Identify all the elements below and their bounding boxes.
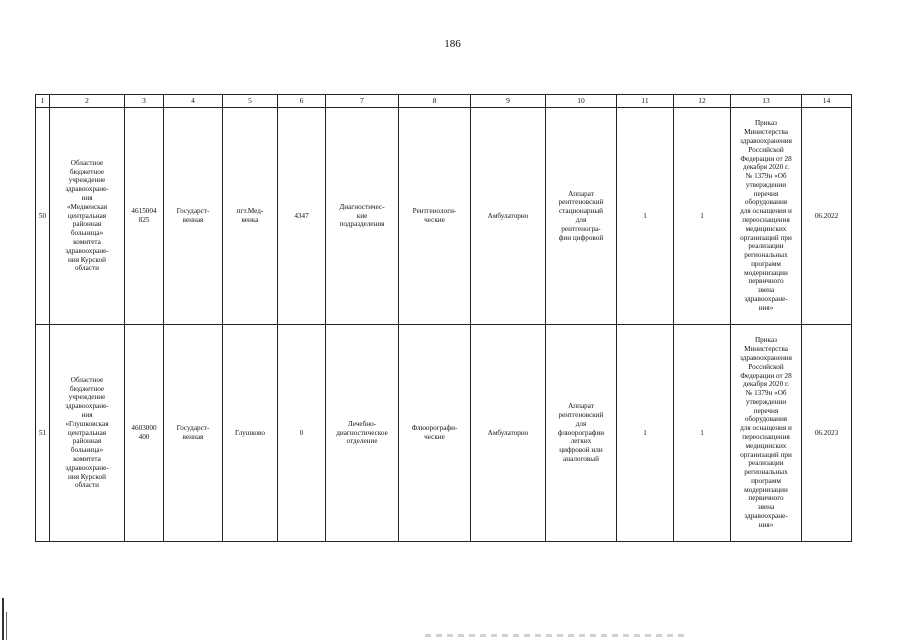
table-cell (617, 325, 674, 542)
scan-artifact (2, 598, 4, 640)
table-cell (674, 325, 731, 542)
table-cell (326, 325, 399, 542)
equipment-table (35, 94, 852, 542)
header-cell: 10 (546, 95, 617, 108)
table-cell (731, 325, 802, 542)
quantity-total: 1 (700, 428, 704, 437)
table-row (36, 325, 852, 542)
header-cell: 6 (278, 95, 326, 108)
table-cell (50, 108, 125, 325)
table-cell (617, 108, 674, 325)
header-cell: 11 (617, 95, 674, 108)
row-number: 50 (38, 211, 47, 220)
department: Диагностичес- кие подразделения (339, 202, 385, 229)
department: Лечебно- диагностическое отделение (336, 419, 388, 446)
quantity-planned: 1 (643, 211, 647, 220)
header-cell: 3 (125, 95, 164, 108)
ownership-type: Государст- венная (176, 207, 210, 224)
care-condition: Амбулаторно (487, 211, 529, 220)
header-cell: 12 (674, 95, 731, 108)
population: 4347 (294, 211, 309, 220)
table-cell (399, 325, 471, 542)
header-cell: 9 (471, 95, 546, 108)
header-cell: 7 (326, 95, 399, 108)
care-condition: Амбулаторно (487, 428, 529, 437)
equipment-name: Аппарат рентгеновский стационарный для рентгеногра- фии цифровой (558, 189, 604, 242)
table-cell (278, 325, 326, 542)
table-cell (546, 108, 617, 325)
table-cell (223, 108, 278, 325)
scan-artifact (425, 634, 685, 637)
header-cell: 8 (399, 95, 471, 108)
legal-basis: Приказ Министерства здравоохранения Российской Федерации от 28 декабря 2020 г. № 1379н «Об утверждении перечня оборудования для оснащения и переоснащения медицинских организаций при реализации региональных программ модернизации первичного звена здравоохране- ния» (740, 336, 792, 529)
scan-artifact (6, 612, 7, 640)
table-cell (223, 325, 278, 542)
quantity-planned: 1 (643, 428, 647, 437)
population: 0 (299, 428, 304, 437)
header-cell: 5 (223, 95, 278, 108)
table-cell (326, 108, 399, 325)
equipment-name: Аппарат рентгеновский для флюорографии легких цифровой или аналоговый (557, 402, 605, 463)
header-cell: 14 (802, 95, 852, 108)
table-cell (36, 325, 50, 542)
table-cell (125, 325, 164, 542)
quantity-total: 1 (700, 211, 704, 220)
table-header-row (36, 95, 852, 108)
table-cell (674, 108, 731, 325)
due-date: 06.2023 (814, 428, 839, 437)
table-cell (50, 325, 125, 542)
org-code: 4615004 825 (131, 207, 157, 224)
table-row (36, 108, 852, 325)
page-number: 186 (444, 38, 461, 50)
locality: Глушково (235, 428, 265, 437)
table-cell (471, 325, 546, 542)
org-code: 4603000 400 (131, 424, 157, 441)
table-cell (125, 108, 164, 325)
table-cell (399, 108, 471, 325)
equipment-category: Флюорографи- ческие (411, 424, 458, 441)
ownership-type: Государст- венная (176, 424, 210, 441)
equipment-category: Рентгенологи- ческие (412, 207, 457, 224)
table-cell (731, 108, 802, 325)
table-cell (278, 108, 326, 325)
organization-name: Областное бюджетное учреждение здравоохране- ния «Глушковская центральная районная больница» комитета здравоохране- ния Курской области (65, 375, 109, 490)
table-cell (802, 325, 852, 542)
locality: пгт.Мед- венка (236, 207, 264, 224)
header-cell: 4 (164, 95, 223, 108)
table-cell (164, 108, 223, 325)
row-number: 51 (38, 428, 47, 437)
table-cell (36, 108, 50, 325)
legal-basis: Приказ Министерства здравоохранения Российской Федерации от 28 декабря 2020 г. № 1379н «Об утверждении перечня оборудования для оснащения и переоснащения медицинских организаций при реализации региональных программ модернизации первичного звена здравоохране- ния» (740, 119, 792, 312)
header-cell: 2 (50, 95, 125, 108)
header-cell: 1 (36, 95, 50, 108)
table-cell (546, 325, 617, 542)
table-cell (802, 108, 852, 325)
table-cell (471, 108, 546, 325)
due-date: 06.2022 (814, 211, 839, 220)
table-cell (164, 325, 223, 542)
organization-name: Областное бюджетное учреждение здравоохране- ния «Медвенская центральная районная больница» комитета здравоохране- ния Курской области (65, 158, 109, 273)
header-cell: 13 (731, 95, 802, 108)
